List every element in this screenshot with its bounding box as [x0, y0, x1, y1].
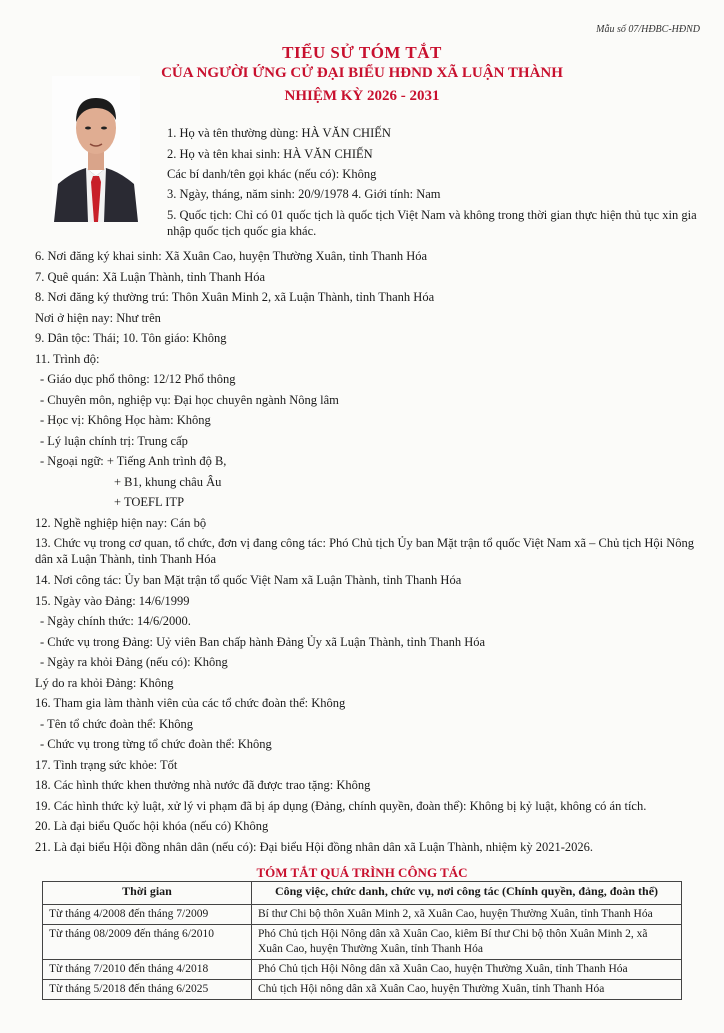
bio-health: 17. Tình trạng sức khỏe: Tốt	[35, 758, 178, 772]
bio-workplace: 14. Nơi công tác: Ủy ban Mặt trận tổ quốc Việt Nam xã Luận Thành, tỉnh Thanh Hóa	[35, 573, 462, 587]
bio-aliases: Các bí danh/tên gọi khác (nếu có): Không	[167, 167, 377, 181]
bio-organization-name: - Tên tổ chức đoàn thể: Không	[40, 717, 194, 731]
bio-birth-registration: 6. Nơi đăng ký khai sinh: Xã Xuân Cao, huyện Thường Xuân, tỉnh Thanh Hóa	[35, 249, 428, 263]
bio-national-assembly: 20. Là đại biểu Quốc hội khóa (nếu có) Không	[35, 819, 269, 833]
table-header-row	[43, 882, 682, 905]
table-row	[43, 960, 682, 980]
bio-hometown: 7. Quê quán: Xã Luận Thành, tỉnh Thanh Hóa	[35, 270, 266, 284]
bio-general-education: - Giáo dục phổ thông: 12/12 Phổ thông	[40, 372, 236, 386]
bio-occupation: 12. Nghề nghiệp hiện nay: Cán bộ	[35, 516, 207, 530]
row-role: Bí thư Chi bộ thôn Xuân Minh 2, xã Xuân Cao, huyện Thường Xuân, tỉnh Thanh Hóa	[252, 905, 682, 925]
bio-awards: 18. Các hình thức khen thưởng nhà nước đã được trao tặng: Không	[35, 778, 371, 792]
bio-education-heading: 11. Trình độ:	[35, 352, 100, 366]
row-role: Phó Chủ tịch Hội Nông dân xã Xuân Cao, huyện Thường Xuân, tỉnh Thanh Hóa	[252, 960, 682, 980]
bio-degree: - Học vị: Không Học hàm: Không	[40, 413, 211, 427]
bio-political-theory: - Lý luận chính trị: Trung cấp	[40, 434, 188, 448]
column-header-time: Thời gian	[43, 882, 252, 905]
table-row	[43, 925, 682, 960]
bio-ethnicity-religion: 9. Dân tộc: Thái; 10. Tôn giáo: Không	[35, 331, 227, 345]
bio-organizations: 16. Tham gia làm thành viên của các tổ chức đoàn thể: Không	[35, 696, 346, 710]
work-history-title: TÓM TẮT QUÁ TRÌNH CÔNG TÁC	[256, 865, 468, 880]
candidate-photo	[52, 76, 140, 222]
bio-foreign-language: - Ngoại ngữ: + Tiếng Anh trình độ B,	[40, 454, 227, 468]
bio-position: 13. Chức vụ trong cơ quan, tổ chức, đơn vị đang công tác: Phó Chủ tịch Ủy ban Mặt trận tổ quốc Việt Nam xã – Chủ tịch Hội Nông dân xã Luận Thành, tỉnh Thanh Hóa	[35, 536, 695, 566]
bio-organization-position: - Chức vụ trong từng tổ chức đoàn thể: Không	[40, 737, 272, 751]
bio-foreign-language-b1: + B1, khung châu Âu	[114, 475, 222, 489]
row-role: Chủ tịch Hội nông dân xã Xuân Cao, huyện Thường Xuân, tỉnh Thanh Hóa	[252, 980, 682, 1000]
row-period: Từ tháng 5/2018 đến tháng 6/2025	[43, 980, 252, 1000]
bio-discipline: 19. Các hình thức kỷ luật, xử lý vi phạm đã bị áp dụng (Đảng, chính quyền, đoàn thể): Không bị kỷ luật, không có án tích.	[35, 799, 647, 813]
bio-current-residence: Nơi ở hiện nay: Như trên	[35, 311, 161, 325]
term-label: NHIỆM KỲ 2026 - 2031	[284, 88, 440, 104]
bio-peoples-council: 21. Là đại biểu Hội đồng nhân dân (nếu có): Đại biểu Hội đồng nhân dân xã Luận Thành, nhiệm kỳ 2021-2026.	[35, 840, 593, 854]
work-history-table	[42, 881, 682, 1000]
bio-foreign-language-toefl: + TOEFL ITP	[114, 495, 185, 509]
bio-permanent-residence: 8. Nơi đăng ký thường trú: Thôn Xuân Minh 2, xã Luận Thành, tỉnh Thanh Hóa	[35, 290, 435, 304]
row-period: Từ tháng 7/2010 đến tháng 4/2018	[43, 960, 252, 980]
column-header-role: Công việc, chức danh, chức vụ, nơi công tác (Chính quyền, đảng, đoàn thể)	[252, 882, 682, 905]
bio-nationality: 5. Quốc tịch: Chỉ có 01 quốc tịch là quốc tịch Việt Nam và không trong thời gian thực hiện thủ tục xin gia nhập quốc tịch quốc gia khác.	[167, 208, 697, 238]
bio-party-exit-reason: Lý do ra khỏi Đảng: Không	[35, 676, 174, 690]
bio-common-name: 1. Họ và tên thường dùng: HÀ VĂN CHIẾN	[167, 126, 391, 140]
row-period: Từ tháng 4/2008 đến tháng 7/2009	[43, 905, 252, 925]
bio-dob-gender: 3. Ngày, tháng, năm sinh: 20/9/1978 4. Giới tính: Nam	[167, 187, 441, 201]
form-number: Mẫu số 07/HĐBC-HĐND	[596, 24, 700, 35]
bio-party-official-date: - Ngày chính thức: 14/6/2000.	[40, 614, 191, 628]
bio-party-position: - Chức vụ trong Đảng: Uỷ viên Ban chấp hành Đảng Ủy xã Luận Thành, tỉnh Thanh Hóa	[40, 635, 486, 649]
document-subtitle: CỦA NGƯỜI ỨNG CỬ ĐẠI BIỂU HĐND XÃ LUẬN THÀNH	[161, 65, 563, 81]
table-row	[43, 980, 682, 1000]
bio-specialization: - Chuyên môn, nghiệp vụ: Đại học chuyên ngành Nông lâm	[40, 393, 339, 407]
bio-party-exit-date: - Ngày ra khỏi Đảng (nếu có): Không	[40, 655, 228, 669]
row-role: Phó Chủ tịch Hội Nông dân xã Xuân Cao, kiêm Bí thư Chi bộ thôn Xuân Minh 2, xã Xuân Cao, huyện Thường Xuân, tỉnh Thanh Hóa	[252, 925, 682, 960]
bio-party-join-date: 15. Ngày vào Đảng: 14/6/1999	[35, 594, 190, 608]
table-row	[43, 905, 682, 925]
row-period: Từ tháng 08/2009 đến tháng 6/2010	[43, 925, 252, 960]
bio-birth-name: 2. Họ và tên khai sinh: HÀ VĂN CHIẾN	[167, 147, 373, 161]
document-title: TIỂU SỬ TÓM TẮT	[282, 43, 442, 62]
